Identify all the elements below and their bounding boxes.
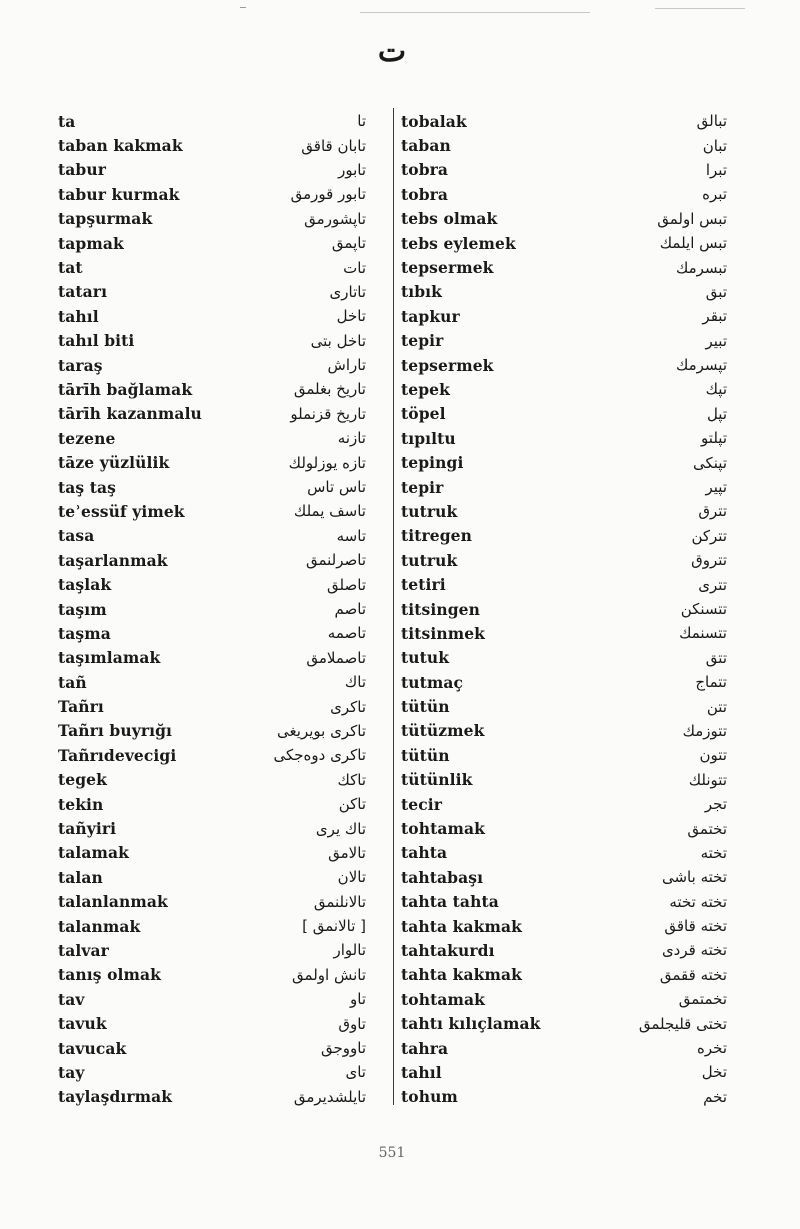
entry-ottoman: تاتاری xyxy=(329,282,366,301)
entry-turkish: tecir xyxy=(401,794,443,814)
dictionary-entry xyxy=(401,353,727,377)
dictionary-entry xyxy=(401,182,727,206)
dictionary-entry xyxy=(401,890,727,914)
dictionary-entry xyxy=(401,329,727,353)
entry-turkish: talamak xyxy=(58,843,130,863)
entry-turkish: taşımlamak xyxy=(58,648,161,668)
scan-speck xyxy=(655,8,745,9)
entry-ottoman: تبان xyxy=(702,136,727,155)
dictionary-entry xyxy=(401,231,727,255)
entry-turkish: tobalak xyxy=(401,111,467,131)
entry-turkish: tahta kakmak xyxy=(401,916,522,936)
entry-turkish: tetiri xyxy=(401,575,446,595)
page-number: 551 xyxy=(378,1145,406,1161)
entry-ottoman: تازنه xyxy=(337,429,366,448)
entry-ottoman: تاخل بتی xyxy=(310,331,366,350)
entry-ottoman: تبسرمك xyxy=(675,258,727,277)
entry-turkish: talanlanmak xyxy=(58,892,168,912)
entry-ottoman: تاریخ بغلمق xyxy=(293,380,366,399)
dictionary-entry xyxy=(58,743,366,767)
entry-ottoman: تالانلنمق xyxy=(313,892,366,911)
entry-ottoman: تخته ققمق xyxy=(659,965,727,984)
dictionary-entry xyxy=(58,621,366,645)
entry-ottoman: تاس تاس xyxy=(307,478,366,497)
dictionary-entry xyxy=(58,719,366,743)
dictionary-entry xyxy=(58,475,366,499)
entry-turkish: tobra xyxy=(401,160,449,180)
entry-turkish: titsinmek xyxy=(401,623,485,643)
entry-ottoman: تابان قاقق xyxy=(301,136,366,155)
entry-turkish: tobra xyxy=(401,184,449,204)
entry-turkish: tahtabaşı xyxy=(401,867,484,887)
dictionary-entry xyxy=(58,402,366,426)
scan-speck xyxy=(240,7,246,8)
dictionary-entry xyxy=(401,377,727,401)
dictionary-entry xyxy=(58,109,366,133)
dictionary-entry xyxy=(58,499,366,523)
entry-ottoman: تاسف يملك xyxy=(293,502,366,521)
entry-turkish: Tañrıdevecigi xyxy=(58,745,177,765)
entry-ottoman: تتونلك xyxy=(688,770,727,789)
entry-turkish: tanış olmak xyxy=(58,965,161,985)
entry-turkish: tıpıltu xyxy=(401,428,456,448)
entry-ottoman: تخره xyxy=(697,1039,727,1058)
dictionary-entry xyxy=(58,670,366,694)
entry-turkish: tutruk xyxy=(401,501,458,521)
dictionary-entry xyxy=(401,865,727,889)
entry-turkish: teʾessüf yimek xyxy=(58,501,185,521)
entry-ottoman: تتماج xyxy=(695,673,727,692)
entry-turkish: tahtı kılıçlamak xyxy=(401,1014,541,1034)
entry-ottoman: تبیر xyxy=(705,331,727,350)
entry-turkish: titregen xyxy=(401,526,473,546)
entry-ottoman: تخل xyxy=(701,1063,727,1082)
entry-turkish: tütün xyxy=(401,745,450,765)
entry-turkish: taylaşdırmak xyxy=(58,1087,173,1107)
dictionary-entry xyxy=(58,865,366,889)
dictionary-entry xyxy=(58,572,366,596)
entry-ottoman: تتوزمك xyxy=(682,721,727,740)
dictionary-entry xyxy=(401,914,727,938)
entry-turkish: tasa xyxy=(58,526,95,546)
entry-ottoman: تانش اولمق xyxy=(292,965,366,984)
entry-turkish: tegek xyxy=(58,770,107,790)
dictionary-entry xyxy=(58,450,366,474)
dictionary-entry xyxy=(58,158,366,182)
entry-ottoman: [ تالانمق ] xyxy=(302,917,366,936)
entry-ottoman: تتروق xyxy=(691,551,727,570)
entry-turkish: tahıl xyxy=(401,1062,442,1082)
entry-turkish: Tañrı xyxy=(58,697,104,717)
dictionary-entry xyxy=(58,377,366,401)
dictionary-entry xyxy=(401,255,727,279)
entry-ottoman: تخته xyxy=(700,843,727,862)
entry-turkish: tebs olmak xyxy=(401,209,498,229)
dictionary-entry xyxy=(401,524,727,548)
dictionary-entry xyxy=(401,133,727,157)
entry-turkish: tavucak xyxy=(58,1038,127,1058)
entry-turkish: tepsermek xyxy=(401,355,494,375)
entry-ottoman: تاپشورمق xyxy=(304,209,366,228)
dictionary-entry xyxy=(401,280,727,304)
entry-turkish: talanmak xyxy=(58,916,141,936)
entry-turkish: tepek xyxy=(401,379,450,399)
dictionary-entry xyxy=(401,109,727,133)
dictionary-entry xyxy=(58,963,366,987)
dictionary-entry xyxy=(401,499,727,523)
dictionary-entry xyxy=(58,255,366,279)
dictionary-entry xyxy=(58,133,366,157)
entry-turkish: tahıl xyxy=(58,306,99,326)
entry-turkish: taban xyxy=(401,136,451,156)
entry-ottoman: تپك xyxy=(705,380,727,399)
entry-turkish: tezene xyxy=(58,428,116,448)
entry-ottoman: تبق xyxy=(705,282,727,301)
entry-ottoman: تاوق xyxy=(338,1014,366,1033)
dictionary-entry xyxy=(58,353,366,377)
dictionary-entry xyxy=(58,1011,366,1035)
entry-ottoman: تالان xyxy=(337,868,366,887)
entry-ottoman: تابور قورمق xyxy=(290,185,366,204)
dictionary-entry xyxy=(401,621,727,645)
entry-turkish: tohum xyxy=(401,1087,458,1107)
entry-ottoman: تاو xyxy=(350,990,366,1009)
entry-ottoman: تاصملامق xyxy=(306,648,366,667)
entry-turkish: taşma xyxy=(58,623,111,643)
entry-turkish: tepsermek xyxy=(401,258,494,278)
dictionary-entry xyxy=(58,890,366,914)
entry-turkish: tutuk xyxy=(401,648,450,668)
entry-ottoman: تاخل xyxy=(336,307,366,326)
entry-ottoman: تبس اولمق xyxy=(657,209,727,228)
entry-turkish: tahta kakmak xyxy=(401,965,522,985)
entry-turkish: tat xyxy=(58,258,83,278)
entry-ottoman: تپسرمك xyxy=(675,356,727,375)
dictionary-entry xyxy=(401,572,727,596)
dictionary-entry xyxy=(58,207,366,231)
entry-turkish: tutruk xyxy=(401,550,458,570)
entry-ottoman: تبقر xyxy=(702,307,727,326)
entry-ottoman: تاراش xyxy=(327,356,366,375)
entry-turkish: tatarı xyxy=(58,282,108,302)
entry-turkish: ta xyxy=(58,111,76,131)
entry-turkish: tahta xyxy=(401,843,448,863)
entry-ottoman: تاپمق xyxy=(331,234,366,253)
entry-ottoman: تاریخ قزنملو xyxy=(290,404,366,423)
entry-turkish: talan xyxy=(58,867,103,887)
entry-ottoman: تابور xyxy=(338,160,366,179)
dictionary-entry xyxy=(401,207,727,231)
entry-turkish: tütüzmek xyxy=(401,721,485,741)
dictionary-entry xyxy=(401,743,727,767)
right-column xyxy=(401,109,727,1109)
entry-turkish: tañyiri xyxy=(58,819,117,839)
entry-ottoman: تبالق xyxy=(696,112,727,131)
entry-ottoman: تخم xyxy=(703,1087,727,1106)
dictionary-entry xyxy=(401,158,727,182)
entry-ottoman: تاووجق xyxy=(320,1039,366,1058)
entry-ottoman: تات xyxy=(343,258,366,277)
dictionary-entry xyxy=(401,938,727,962)
entry-turkish: tohtamak xyxy=(401,819,485,839)
entry-ottoman: تختی قلیجلمق xyxy=(638,1014,727,1033)
dictionary-entry xyxy=(58,231,366,255)
entry-ottoman: تخته تخته xyxy=(669,892,727,911)
dictionary-entry xyxy=(58,524,366,548)
dictionary-entry xyxy=(58,182,366,206)
entry-ottoman: تپنكی xyxy=(692,453,727,472)
entry-turkish: tebs eylemek xyxy=(401,233,516,253)
dictionary-entry xyxy=(58,548,366,572)
dictionary-entry xyxy=(58,1060,366,1084)
dictionary-entry xyxy=(58,329,366,353)
entry-ottoman: تاكری دوه‌جكی xyxy=(273,746,366,765)
entry-ottoman: تاصمه xyxy=(327,624,366,643)
dictionary-entry xyxy=(401,597,727,621)
entry-ottoman: تتری xyxy=(698,575,727,594)
entry-turkish: tārīh kazanmalu xyxy=(58,404,202,424)
dictionary-entry xyxy=(58,280,366,304)
dictionary-entry xyxy=(58,768,366,792)
dictionary-entry xyxy=(401,475,727,499)
entry-turkish: tutmaç xyxy=(401,672,464,692)
entry-turkish: tāze yüzlülik xyxy=(58,453,170,473)
dictionary-entry xyxy=(58,694,366,718)
dictionary-entry xyxy=(401,670,727,694)
entry-ottoman: تترکن xyxy=(691,526,727,545)
entry-turkish: tārīh bağlamak xyxy=(58,379,193,399)
entry-ottoman: تبس ایلمك xyxy=(659,234,727,253)
entry-ottoman: تتق xyxy=(705,648,727,667)
entry-turkish: talvar xyxy=(58,940,109,960)
entry-turkish: tapşurmak xyxy=(58,209,153,229)
entry-turkish: taşarlanmak xyxy=(58,550,168,570)
entry-ottoman: تازه یوزلولك xyxy=(288,453,366,472)
entry-ottoman: تاسه xyxy=(336,526,366,545)
entry-turkish: taşım xyxy=(58,599,107,619)
dictionary-entry xyxy=(401,768,727,792)
entry-turkish: tavuk xyxy=(58,1014,107,1034)
entry-turkish: tapmak xyxy=(58,233,124,253)
entry-turkish: titsingen xyxy=(401,599,480,619)
entry-ottoman: تجر xyxy=(704,795,727,814)
entry-ottoman: تتسنمك xyxy=(679,624,727,643)
dictionary-entry xyxy=(401,1085,727,1109)
entry-turkish: tabur kurmak xyxy=(58,184,180,204)
dictionary-entry xyxy=(401,646,727,670)
entry-ottoman: تخته قردی xyxy=(661,941,727,960)
entry-ottoman: تختمق xyxy=(687,819,727,838)
entry-ottoman: تاكك xyxy=(337,770,366,789)
entry-turkish: tohtamak xyxy=(401,989,485,1009)
entry-turkish: tepingi xyxy=(401,453,464,473)
entry-ottoman: تالوار xyxy=(333,941,366,960)
dictionary-entry xyxy=(401,719,727,743)
entry-ottoman: تایلشدیرمق xyxy=(293,1087,366,1106)
entry-ottoman: تاك یری xyxy=(315,819,366,838)
dictionary-entry xyxy=(58,304,366,328)
entry-ottoman: تخمتمق xyxy=(678,990,727,1009)
entry-turkish: töpel xyxy=(401,404,446,424)
entry-ottoman: تپل xyxy=(706,404,727,423)
left-column xyxy=(58,109,366,1109)
entry-turkish: tıbık xyxy=(401,282,443,302)
entry-turkish: tañ xyxy=(58,672,87,692)
dictionary-entry xyxy=(58,938,366,962)
dictionary-entry xyxy=(401,816,727,840)
dictionary-entry xyxy=(401,426,727,450)
entry-turkish: Tañrı buyrığı xyxy=(58,721,173,741)
column-divider xyxy=(393,108,394,1105)
dictionary-entry xyxy=(58,646,366,670)
entry-turkish: tav xyxy=(58,989,85,1009)
entry-turkish: taşlak xyxy=(58,575,112,595)
dictionary-entry xyxy=(401,694,727,718)
entry-ottoman: تاصرلنمق xyxy=(305,551,366,570)
dictionary-entry xyxy=(401,792,727,816)
entry-turkish: tahtakurdı xyxy=(401,940,495,960)
entry-turkish: tekin xyxy=(58,794,104,814)
entry-ottoman: تاك xyxy=(344,673,366,692)
entry-ottoman: تالامق xyxy=(328,843,366,862)
entry-ottoman: تتن xyxy=(706,697,727,716)
scan-speck xyxy=(360,12,590,13)
entry-turkish: taban kakmak xyxy=(58,136,183,156)
entry-ottoman: تاكری بویریغی xyxy=(277,721,366,740)
entry-ottoman: تبره xyxy=(702,185,727,204)
dictionary-entry xyxy=(401,987,727,1011)
entry-ottoman: تپلتو xyxy=(701,429,727,448)
dictionary-entry xyxy=(58,914,366,938)
entry-ottoman: تاكری xyxy=(330,697,366,716)
entry-turkish: tay xyxy=(58,1062,85,1082)
dictionary-entry xyxy=(401,1011,727,1035)
entry-ottoman: تتون xyxy=(699,746,727,765)
entry-turkish: taraş xyxy=(58,355,103,375)
entry-ottoman: تبرا xyxy=(705,160,727,179)
dictionary-entry xyxy=(401,304,727,328)
entry-turkish: taş taş xyxy=(58,477,116,497)
section-letter-heading: ت xyxy=(377,34,407,69)
dictionary-entry xyxy=(401,548,727,572)
entry-ottoman: تترق xyxy=(698,502,727,521)
dictionary-entry xyxy=(58,987,366,1011)
entry-turkish: tapkur xyxy=(401,306,460,326)
dictionary-entry xyxy=(401,450,727,474)
dictionary-entry xyxy=(58,597,366,621)
dictionary-entry xyxy=(58,792,366,816)
dictionary-entry xyxy=(401,841,727,865)
dictionary-entry xyxy=(401,963,727,987)
dictionary-entry xyxy=(401,402,727,426)
entry-ottoman: تتسنكن xyxy=(680,600,727,618)
entry-ottoman: تاصم xyxy=(334,600,366,618)
entry-ottoman: تا xyxy=(357,112,366,131)
entry-turkish: tütünlik xyxy=(401,770,473,790)
entry-turkish: tepir xyxy=(401,477,444,497)
entry-ottoman: تخته باشی xyxy=(661,868,727,887)
entry-turkish: tütün xyxy=(401,697,450,717)
entry-ottoman: تخته قاقق xyxy=(664,917,727,936)
entry-ottoman: تاصلق xyxy=(327,575,366,594)
entry-turkish: tahta tahta xyxy=(401,892,499,912)
entry-turkish: tepir xyxy=(401,331,444,351)
dictionary-entry xyxy=(58,1036,366,1060)
dictionary-entry xyxy=(401,1060,727,1084)
entry-turkish: tahıl biti xyxy=(58,331,135,351)
dictionary-entry xyxy=(401,1036,727,1060)
entry-ottoman: تاكن xyxy=(338,795,366,814)
dictionary-entry xyxy=(58,816,366,840)
entry-ottoman: تای xyxy=(345,1063,366,1082)
dictionary-entry xyxy=(58,841,366,865)
dictionary-entry xyxy=(58,426,366,450)
entry-turkish: tabur xyxy=(58,160,106,180)
entry-turkish: tahra xyxy=(401,1038,449,1058)
dictionary-entry xyxy=(58,1085,366,1109)
entry-ottoman: تپیر xyxy=(705,478,727,497)
